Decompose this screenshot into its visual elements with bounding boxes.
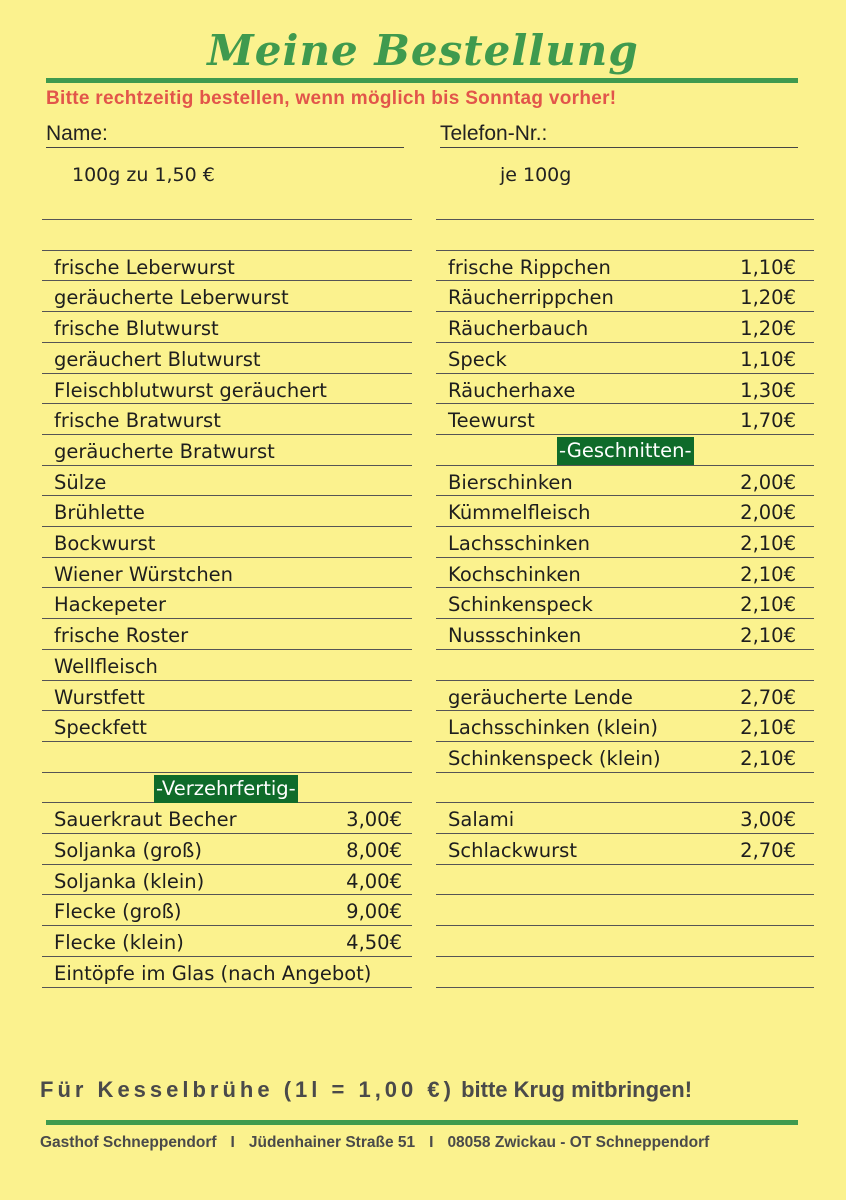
row-line [42, 403, 412, 404]
item-name: Bockwurst [54, 532, 156, 555]
item-name: Flecke (groß) [54, 900, 182, 924]
row-line [436, 802, 814, 803]
row-line [436, 219, 814, 220]
item-name: geräucherte Leberwurst [54, 286, 289, 310]
row-line [42, 465, 412, 466]
row-line [42, 741, 412, 742]
kessel-text-2: bitte Krug mitbringen! [454, 1077, 693, 1102]
phone-label: Telefon-Nr.: [440, 122, 548, 145]
item-name: frische Roster [54, 624, 189, 648]
item-name: Schinkenspeck [448, 593, 593, 617]
row-line [436, 925, 814, 926]
item-name: Wurstfett [54, 685, 145, 709]
city-address: 08058 Zwickau - OT Schneppendorf [447, 1134, 710, 1151]
item-name: Teewurst [448, 409, 535, 433]
address-separator: I [429, 1134, 434, 1151]
item-price: 2,10€ [740, 746, 796, 770]
item-name: Bierschinken [448, 470, 573, 494]
section-label-verzehrfertig: -Verzehrfertig- [154, 775, 298, 803]
row-line [42, 772, 412, 773]
row-line [436, 526, 814, 527]
item-price: 8,00€ [346, 839, 402, 862]
row-line [436, 495, 814, 496]
row-line [436, 434, 814, 435]
item-name: Räucherhaxe [448, 378, 576, 402]
business-name: Gasthof Schneppendorf [40, 1134, 217, 1151]
item-price: 3,00€ [346, 808, 402, 832]
order-notice: Bitte rechtzeitig bestellen, wenn möglich bis Sonntag vorher! [46, 88, 617, 109]
name-field[interactable] [46, 147, 404, 148]
row-line [42, 587, 412, 588]
row-line [42, 680, 412, 681]
row-line [436, 250, 814, 251]
item-price: 1,10€ [740, 255, 796, 279]
row-line [436, 342, 814, 343]
row-line [436, 618, 814, 619]
item-name: geräuchert Blutwurst [54, 347, 261, 371]
item-name: frische Blutwurst [54, 317, 219, 341]
item-name: Speckfett [54, 716, 147, 740]
row-line [42, 219, 412, 220]
item-name: geräucherte Lende [448, 685, 633, 709]
footer-divider [46, 1120, 798, 1125]
row-line [42, 987, 412, 988]
row-line [42, 833, 412, 834]
row-line [436, 587, 814, 588]
row-line [436, 403, 814, 404]
item-price: 1,30€ [740, 378, 796, 402]
item-price: 2,10€ [740, 716, 796, 740]
item-price: 1,20€ [740, 317, 796, 341]
item-name: frische Bratwurst [54, 409, 221, 433]
item-name: Schlackwurst [448, 839, 577, 862]
item-name: Wiener Würstchen [54, 562, 234, 586]
row-line [436, 894, 814, 895]
item-name: Lachsschinken [448, 532, 591, 555]
row-line [436, 956, 814, 957]
item-name: Soljanka (groß) [54, 839, 202, 862]
item-name: Salami [448, 808, 515, 832]
row-line [436, 373, 814, 374]
item-name: Eintöpfe im Glas (nach Angebot) [54, 961, 372, 985]
item-name: Schinkenspeck (klein) [448, 746, 661, 770]
row-line [436, 311, 814, 312]
page-title: Meine Bestellung [207, 26, 639, 75]
item-name: Kümmelfleisch [448, 501, 591, 525]
item-price: 2,10€ [740, 593, 796, 617]
row-line [42, 495, 412, 496]
item-name: Soljanka (klein) [54, 869, 205, 893]
row-line [436, 741, 814, 742]
item-price: 2,10€ [740, 624, 796, 648]
item-name: frische Rippchen [448, 255, 611, 279]
item-name: Kochschinken [448, 562, 581, 586]
row-line [42, 280, 412, 281]
item-price: 1,70€ [740, 409, 796, 433]
item-name: Sülze [54, 470, 107, 494]
row-line [436, 649, 814, 650]
item-price: 2,00€ [740, 501, 796, 525]
item-price: 2,70€ [740, 685, 796, 709]
row-line [42, 526, 412, 527]
row-line [42, 618, 412, 619]
item-price: 3,00€ [740, 808, 796, 832]
item-name: Räucherrippchen [448, 286, 614, 310]
kessel-text: Für Kesselbrühe (1l = 1,00 €) [40, 1077, 455, 1102]
row-line [436, 557, 814, 558]
phone-field[interactable] [440, 147, 798, 148]
row-line [42, 864, 412, 865]
item-name: Fleischblutwurst geräuchert [54, 378, 327, 402]
item-name: Speck [448, 347, 507, 371]
row-line [42, 894, 412, 895]
item-name: Nussschinken [448, 624, 582, 648]
row-line [42, 311, 412, 312]
row-line [42, 710, 412, 711]
item-price: 2,10€ [740, 562, 796, 586]
title-divider [46, 78, 798, 83]
item-price: 2,10€ [740, 532, 796, 555]
row-line [42, 925, 412, 926]
item-price: 1,20€ [740, 286, 796, 310]
row-line [42, 373, 412, 374]
kesselbruehe-notice [40, 1077, 692, 1103]
row-line [42, 557, 412, 558]
row-line [436, 833, 814, 834]
item-name: Flecke (klein) [54, 931, 184, 955]
row-line [436, 710, 814, 711]
address-separator: I [230, 1134, 235, 1151]
item-name: Brühlette [54, 501, 145, 525]
item-price: 9,00€ [346, 900, 402, 924]
name-label: Name: [46, 122, 108, 145]
left-column-header: 100g zu 1,50 € [72, 164, 215, 186]
row-line [42, 434, 412, 435]
row-line [42, 250, 412, 251]
row-line [436, 864, 814, 865]
item-price: 1,10€ [740, 347, 796, 371]
item-name: Lachsschinken (klein) [448, 716, 658, 740]
item-name: Sauerkraut Becher [54, 808, 237, 832]
item-price: 4,50€ [346, 931, 402, 955]
address-line [40, 1134, 806, 1152]
row-line [42, 956, 412, 957]
item-price: 2,70€ [740, 839, 796, 862]
item-name: Wellfleisch [54, 654, 158, 678]
row-line [42, 342, 412, 343]
item-name: Hackepeter [54, 593, 166, 617]
row-line [42, 649, 412, 650]
item-name: geräucherte Bratwurst [54, 439, 275, 463]
section-label-geschnitten: -Geschnitten- [557, 437, 694, 465]
right-column-header: je 100g [500, 164, 572, 186]
row-line [436, 680, 814, 681]
row-line [436, 280, 814, 281]
item-name: frische Leberwurst [54, 255, 235, 279]
item-price: 4,00€ [346, 869, 402, 893]
row-line [436, 987, 814, 988]
street-address: Jüdenhainer Straße 51 [248, 1134, 416, 1151]
item-price: 2,00€ [740, 470, 796, 494]
row-line [436, 772, 814, 773]
item-name: Räucherbauch [448, 317, 589, 341]
